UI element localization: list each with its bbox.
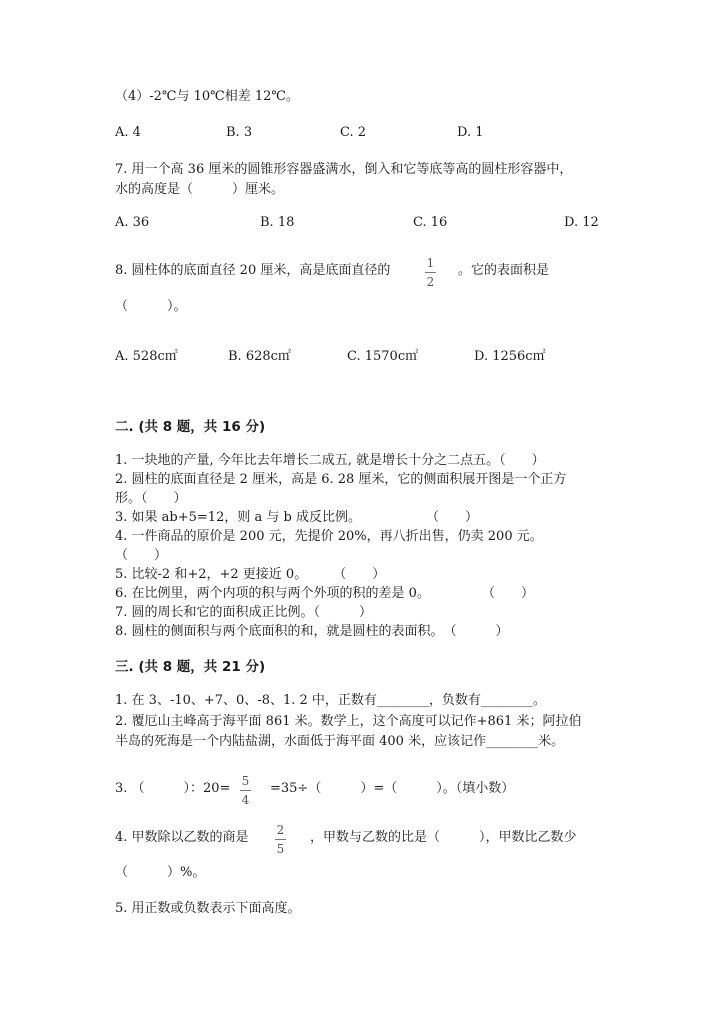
sec2-line-8: 6. 在比例里，两个内项的积与两个外项的积的差是 0。 （ ） xyxy=(115,586,534,601)
sec3-q1: 1. 在 3、-10、+7、0、-8、1. 2 中，正数有________，负数有________。 xyxy=(115,693,546,708)
sec2-line-4: 3. 如果 ab+5=12，则 a 与 b 成反比例。 （ ） xyxy=(115,510,478,525)
sec2-line-7: 5. 比较-2 和+2，+2 更接近 0。 （ ） xyxy=(115,567,386,582)
q8-line1-pre: 8. 圆柱体的底面直径 20 厘米，高是底面直径的 xyxy=(115,263,391,278)
q7-line2: 水的高度是（ ）厘米。 xyxy=(115,182,285,197)
sec2-line-3: 形。（ ） xyxy=(115,491,187,506)
q7-option-b: B. 18 xyxy=(260,215,295,230)
q7-option-c: C. 16 xyxy=(413,215,448,230)
sec3-q3-pre: 3. （ ）：20= xyxy=(115,781,231,796)
fraction-bar xyxy=(240,790,251,791)
q8-fraction-numerator: 1 xyxy=(426,256,435,270)
sec3-q2-line2: 半岛的死海是一个内陆盐湖，水面低于海平面 400 米，应该记作________米。 xyxy=(115,734,565,749)
sec2-line-6: （ ） xyxy=(115,548,168,563)
section2-heading: 二. (共 8 题，共 16 分) xyxy=(115,419,266,435)
q4-option-a: A. 4 xyxy=(115,125,141,140)
q8-fraction-denominator: 2 xyxy=(426,275,435,289)
q4-fraction xyxy=(275,823,286,856)
sec3-q4-line2: （ ）%。 xyxy=(115,865,206,880)
sec3-q5: 5. 用正数或负数表示下面高度。 xyxy=(115,901,301,916)
sec2-line-9: 7. 圆的周长和它的面积成正比例。（ ） xyxy=(115,605,373,620)
q7-option-a: A. 36 xyxy=(115,215,150,230)
q8-fraction xyxy=(425,256,436,289)
sec2-line-5: 4. 一件商品的原价是 200 元，先提价 20%，再八折出售，仍卖 200 元。 xyxy=(115,529,543,544)
q8-option-b: B. 628c㎡ xyxy=(228,349,291,364)
fraction-bar xyxy=(275,839,286,840)
q3-fraction-denominator: 4 xyxy=(241,793,250,807)
q8-line1-post: 。它的表面积是 xyxy=(458,263,550,278)
q8-option-c: C. 1570c㎡ xyxy=(347,349,419,364)
sec3-q4-pre: 4. 甲数除以乙数的商是 xyxy=(115,830,249,845)
sec2-line-2: 2. 圆柱的底面直径是 2 厘米，高是 6. 28 厘米，它的侧面积展开图是一个正方 xyxy=(115,472,567,487)
q3-fraction xyxy=(240,774,251,807)
q8-option-a: A. 528c㎡ xyxy=(115,349,178,364)
q7-option-d: D. 12 xyxy=(564,215,599,230)
sec2-line-10: 8. 圆柱的侧面积与两个底面积的和，就是圆柱的表面积。 （ ） xyxy=(115,624,509,639)
sec3-q2-line1: 2. 覆厄山主峰高于海平面 861 米。数学上，这个高度可以记作+861 米；阿拉伯 xyxy=(115,714,582,729)
q3-fraction-numerator: 5 xyxy=(241,774,250,788)
q4-fraction-numerator: 2 xyxy=(276,823,285,837)
q8-line2: （ ）。 xyxy=(115,299,187,314)
q4-fraction-denominator: 5 xyxy=(276,842,285,856)
q4-sub-statement: （4）-2℃与 10℃相差 12℃。 xyxy=(115,89,299,104)
fraction-bar xyxy=(425,272,436,273)
q4-option-b: B. 3 xyxy=(226,125,253,140)
q4-option-d: D. 1 xyxy=(457,125,484,140)
q7-line1: 7. 用一个高 36 厘米的圆锥形容器盛满水，倒入和它等底等高的圆柱形容器中， xyxy=(115,162,573,177)
section3-heading: 三. (共 8 题，共 21 分) xyxy=(115,659,266,675)
q8-option-d: D. 1256c㎡ xyxy=(474,349,546,364)
sec3-q3-post: =35÷（ ）=（ ）。（填小数） xyxy=(270,781,515,796)
q4-option-c: C. 2 xyxy=(340,125,367,140)
sec2-line-1: 1. 一块地的产量, 今年比去年增长二成五, 就是增长十分之二点五。（ ） xyxy=(115,453,545,468)
sec3-q4-post: ，甲数与乙数的比是（ ），甲数比乙数少 xyxy=(310,830,577,845)
